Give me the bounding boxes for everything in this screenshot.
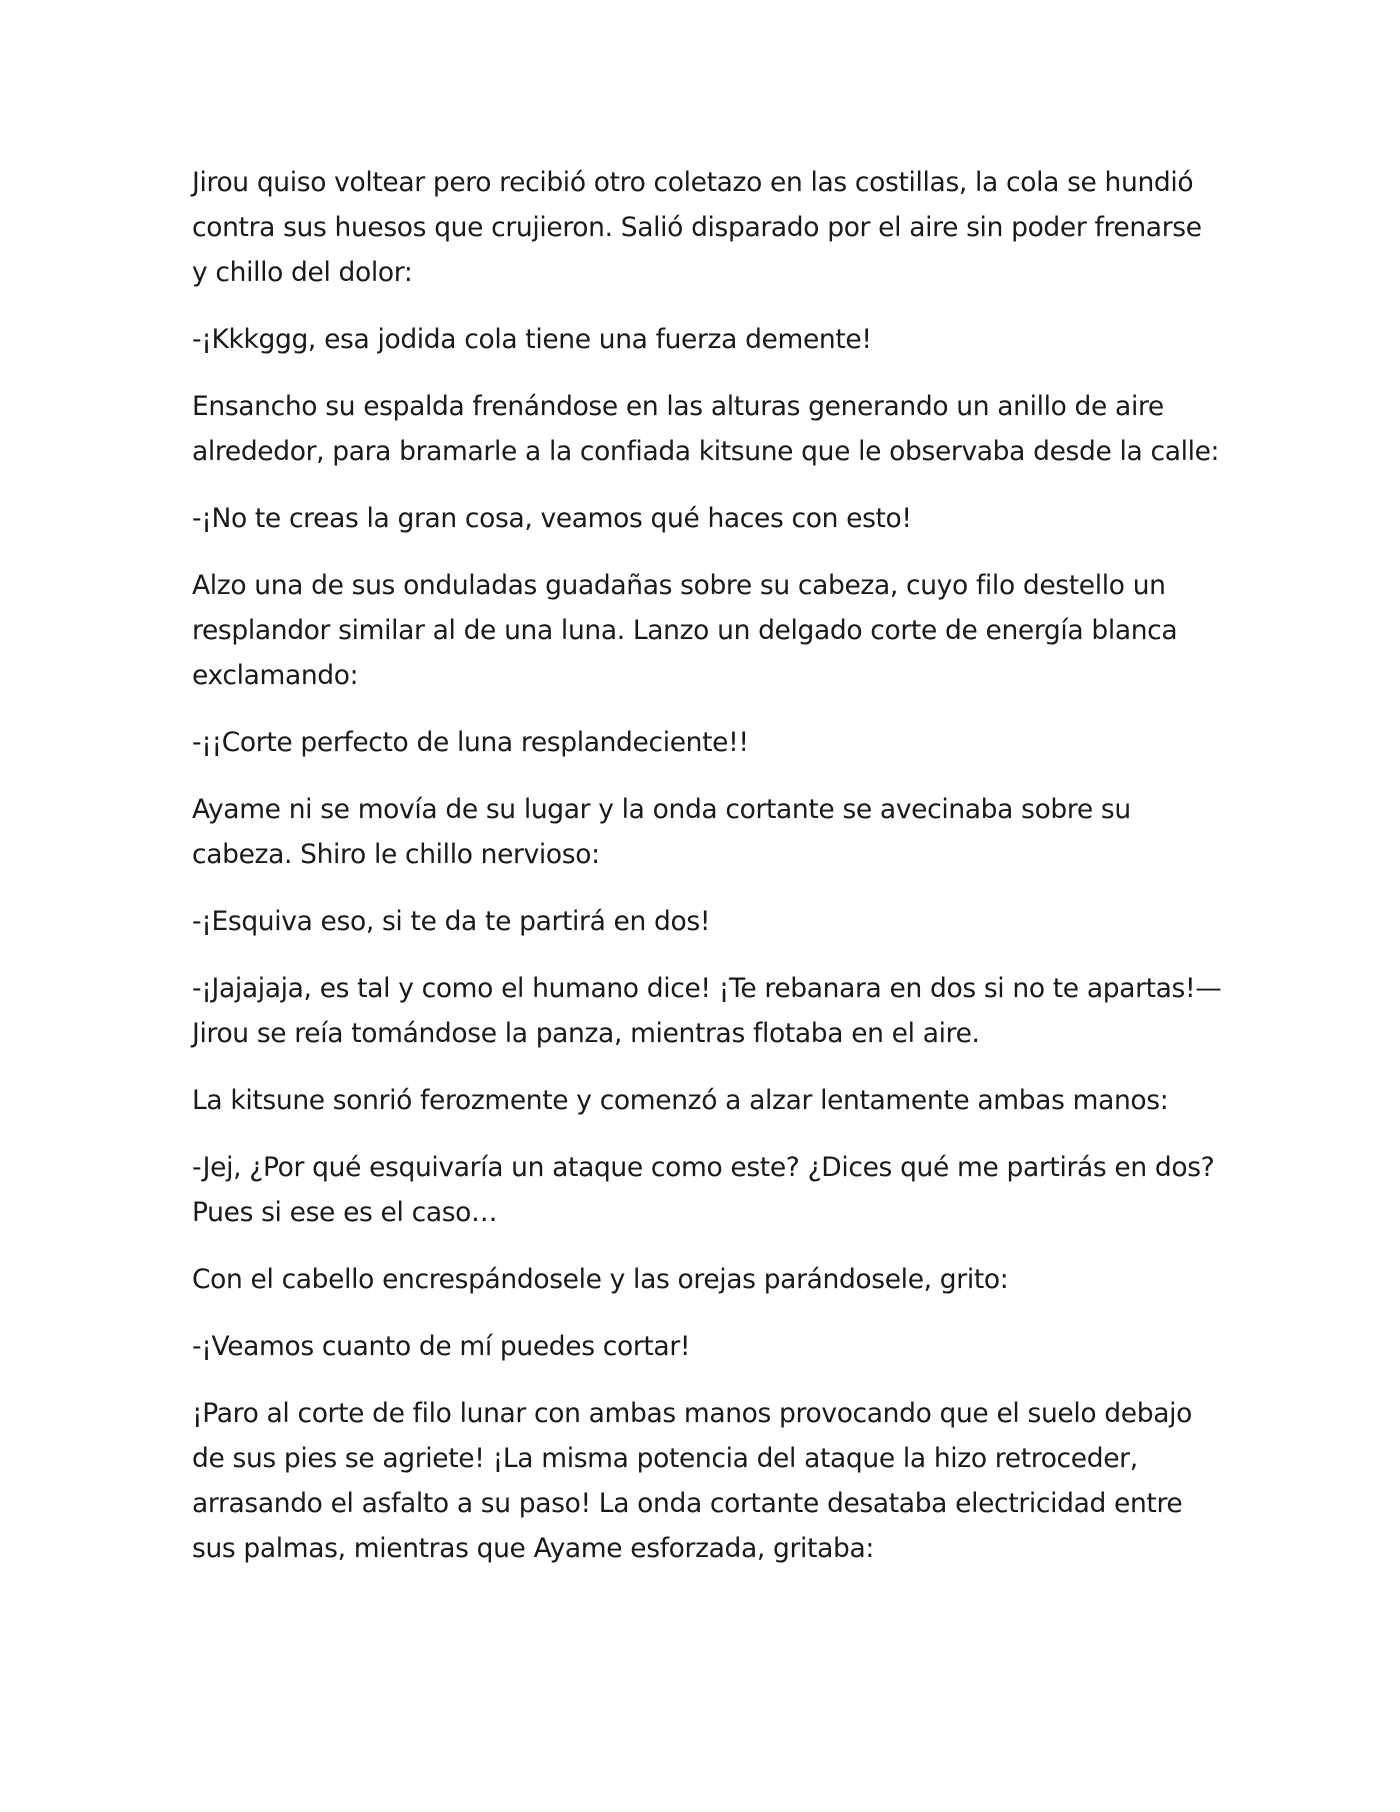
paragraph-11: -Jej, ¿Por qué esquivaría un ataque como este? ¿Dices qué me partirás en dos? Pues si ese es el caso… (192, 1152, 1215, 1228)
paragraph-2: -¡Kkkggg, esa jodida cola tiene una fuerza demente! (192, 324, 872, 355)
paragraph-8: -¡Esquiva eso, si te da te partirá en dos! (192, 906, 711, 937)
paragraph-10: La kitsune sonrió ferozmente y comenzó a alzar lentamente ambas manos: (192, 1085, 1169, 1116)
paragraph-14: ¡Paro al corte de filo lunar con ambas manos provocando que el suelo debajo de sus pies se agriete! ¡La misma potencia del ataque la hizo retroceder, arrasando el asfalto a su paso! La onda cortante desataba electricidad entre sus palmas, mientras que Ayame esforzada, gritaba: (192, 1398, 1192, 1564)
paragraph-4: -¡No te creas la gran cosa, veamos qué haces con esto! (192, 503, 912, 534)
paragraph-9: -¡Jajajaja, es tal y como el humano dice! ¡Te rebanara en dos si no te apartas!—Jirou se reía tomándose la panza, mientras flotaba en el aire. (192, 973, 1222, 1049)
document-body (192, 160, 1222, 1593)
paragraph-6: -¡¡Corte perfecto de luna resplandeciente!! (192, 727, 749, 758)
paragraph-12: Con el cabello encrespándosele y las orejas parándosele, grito: (192, 1264, 1009, 1295)
paragraph-3: Ensancho su espalda frenándose en las alturas generando un anillo de aire alrededor, para bramarle a la confiada kitsune que le observaba desde la calle: (192, 391, 1220, 467)
paragraph-13: -¡Veamos cuanto de mí puedes cortar! (192, 1331, 691, 1362)
paragraph-1: Jirou quiso voltear pero recibió otro coletazo en las costillas, la cola se hundió contra sus huesos que crujieron. Salió disparado por el aire sin poder frenarse y chillo del dolor: (192, 167, 1202, 288)
paragraph-5: Alzo una de sus onduladas guadañas sobre su cabeza, cuyo filo destello un resplandor similar al de una luna. Lanzo un delgado corte de energía blanca exclamando: (192, 570, 1178, 691)
paragraph-7: Ayame ni se movía de su lugar y la onda cortante se avecinaba sobre su cabeza. Shiro le chillo nervioso: (192, 794, 1131, 870)
